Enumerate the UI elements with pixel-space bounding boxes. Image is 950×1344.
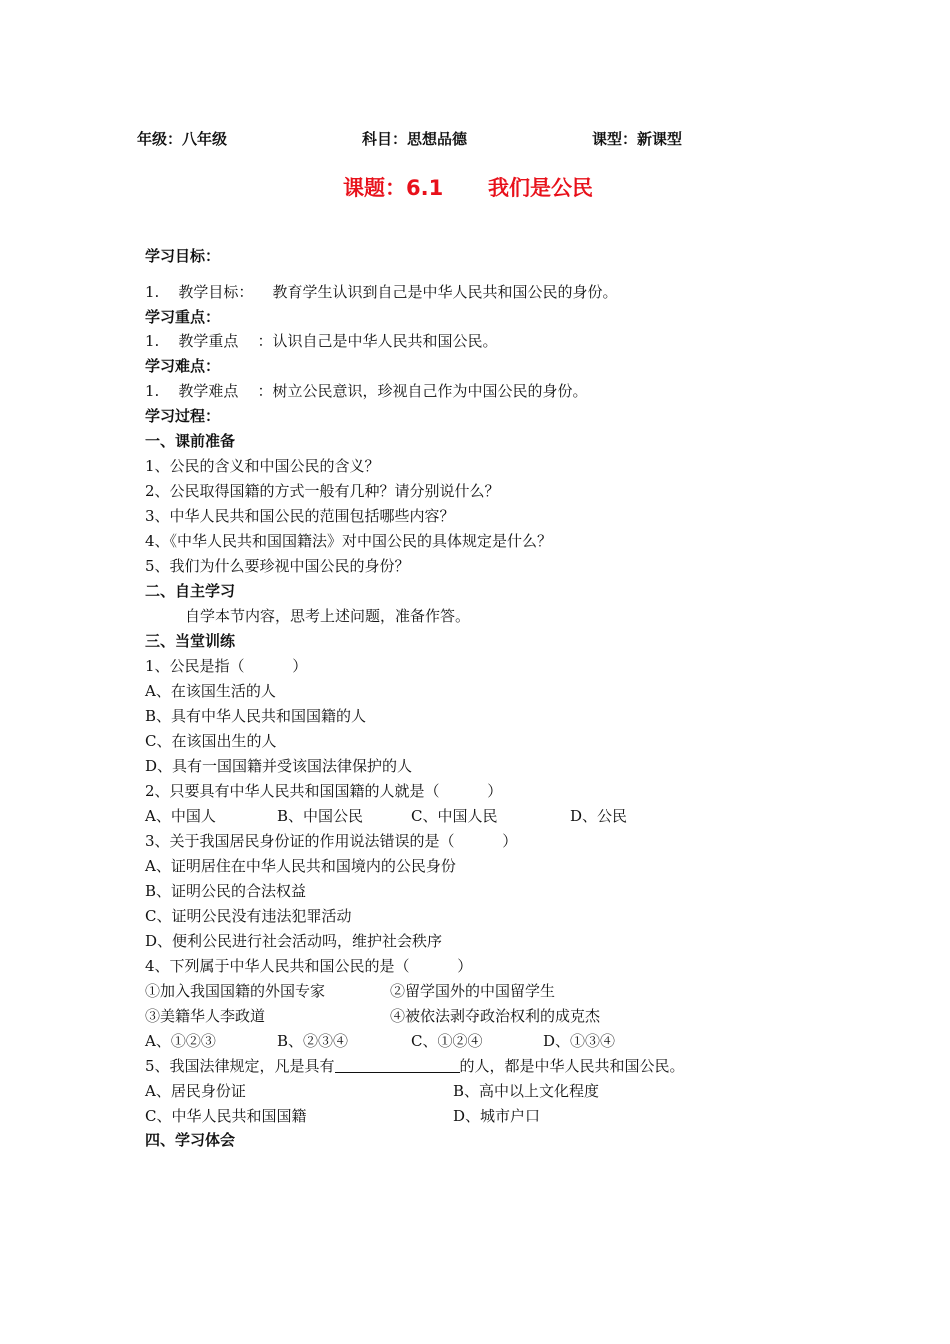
answer-option: B、高中以上文化程度 — [453, 1082, 600, 1100]
answer-option: C、在该国出生的人 — [145, 732, 277, 750]
answer-option: A、证明居住在中华人民共和国境内的公民身份 — [145, 857, 456, 875]
prep-question: 1、公民的含义和中国公民的含义？ — [145, 457, 380, 475]
grade-label: 年级：八年级 — [137, 130, 228, 148]
difficulties-item: 1. 教学难点 ：树立公民意识，珍视自己作为中国公民的身份。 — [145, 382, 588, 400]
fill-in-blank — [335, 1056, 460, 1073]
lesson-title-name: 我们是公民 — [488, 176, 593, 200]
prep-question: 4、《中华人民共和国国籍法》对中国公民的具体规定是什么？ — [145, 532, 553, 550]
statement-item: ①加入我国国籍的外国专家 — [145, 982, 326, 1000]
section1-heading: 一、课前准备 — [145, 432, 236, 450]
goals-item: 1. 教学目标： 教育学生认识到自己是中华人民共和国公民的身份。 — [145, 283, 618, 301]
self-study-text: 自学本节内容，思考上述问题，准备作答。 — [185, 607, 471, 625]
question-stem — [145, 1054, 685, 1079]
section2-heading: 二、自主学习 — [145, 582, 236, 600]
prep-question: 3、中华人民共和国公民的范围包括哪些内容？ — [145, 507, 455, 525]
answer-option: A、①②③ — [145, 1032, 216, 1050]
process-heading: 学习过程： — [145, 407, 221, 425]
statement-item: ②留学国外的中国留学生 — [390, 982, 556, 1000]
answer-option: B、具有中华人民共和国国籍的人 — [145, 707, 367, 725]
statements-row — [145, 1004, 665, 1029]
options-row — [145, 1104, 665, 1129]
question-stem: 3、关于我国居民身份证的作用说法错误的是（ ） — [145, 832, 518, 850]
question-stem-before: 5、我国法律规定，凡是具有 — [145, 1057, 335, 1075]
answer-option: C、中国人民 — [411, 807, 498, 825]
options-row — [145, 1029, 665, 1054]
answer-option: A、居民身份证 — [145, 1082, 246, 1100]
statement-item: ④被依法剥夺政治权利的成克杰 — [390, 1007, 601, 1025]
answer-option: C、证明公民没有违法犯罪活动 — [145, 907, 352, 925]
answer-option: A、在该国生活的人 — [145, 682, 276, 700]
options-row — [145, 1079, 665, 1104]
answer-option: A、中国人 — [145, 807, 216, 825]
section3-heading: 三、当堂训练 — [145, 632, 236, 650]
answer-option: D、具有一国国籍并受该国法律保护的人 — [145, 757, 413, 775]
lesson-type-label: 课型：新课型 — [592, 130, 683, 148]
subject-label: 科目：思想品德 — [362, 130, 468, 148]
lesson-title-prefix: 课题：6.1 — [343, 176, 444, 200]
key-points-item: 1. 教学重点 ：认识自己是中华人民共和国公民。 — [145, 332, 498, 350]
question-stem: 4、下列属于中华人民共和国公民的是（ ） — [145, 957, 473, 975]
section4-heading: 四、学习体会 — [145, 1131, 236, 1149]
answer-option: C、中华人民共和国国籍 — [145, 1107, 307, 1125]
answer-option: B、②③④ — [277, 1032, 349, 1050]
answer-option: C、①②④ — [411, 1032, 483, 1050]
prep-question: 5、我们为什么要珍视中国公民的身份？ — [145, 557, 410, 575]
question-stem-after: 的人，都是中华人民共和国公民。 — [459, 1057, 685, 1075]
answer-option: D、公民 — [570, 807, 628, 825]
question-stem: 2、只要具有中华人民共和国国籍的人就是（ ） — [145, 782, 503, 800]
statements-row — [145, 979, 665, 1004]
question-stem: 1、公民是指（ ） — [145, 657, 308, 675]
answer-option: B、中国公民 — [277, 807, 364, 825]
prep-question: 2、公民取得国籍的方式一般有几种？请分别说什么？ — [145, 482, 500, 500]
statement-item: ③美籍华人李政道 — [145, 1007, 266, 1025]
options-row — [145, 804, 665, 829]
answer-option: D、城市户口 — [453, 1107, 541, 1125]
difficulties-heading: 学习难点： — [145, 357, 221, 375]
answer-option: D、①③④ — [543, 1032, 616, 1050]
goals-heading: 学习目标： — [145, 247, 221, 265]
answer-option: B、证明公民的合法权益 — [145, 882, 307, 900]
answer-option: D、便利公民进行社会活动吗，维护社会秩序 — [145, 932, 443, 950]
key-points-heading: 学习重点： — [145, 308, 221, 326]
